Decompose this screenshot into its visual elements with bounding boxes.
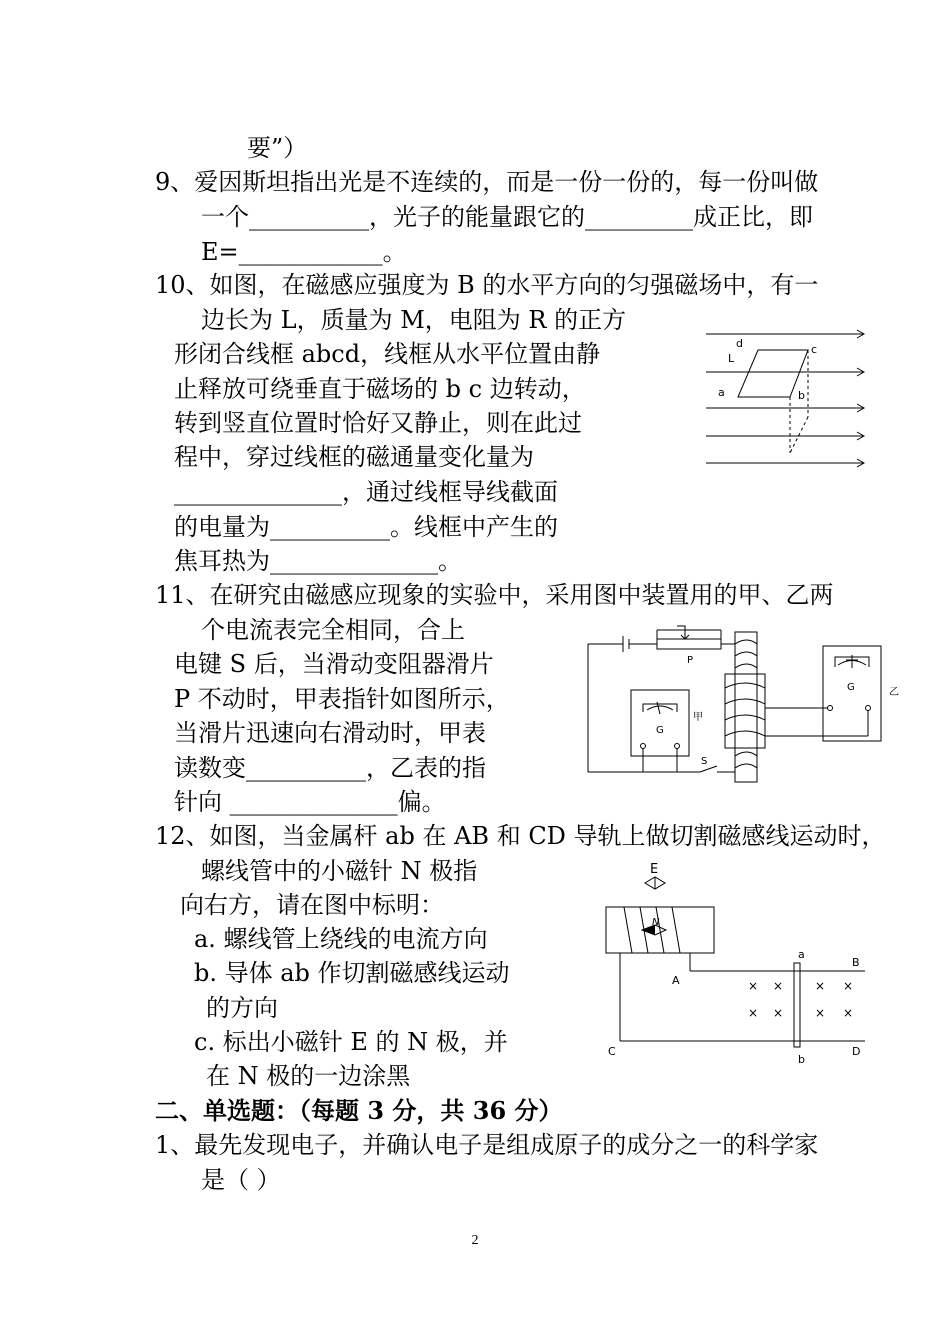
field-cross: × [843,1006,854,1020]
text-line: c. 标出小磁针 E 的 N 极，并 [194,1028,508,1056]
text-line: 读数变__________，乙表的指 [174,754,486,782]
text-line: 针向 ______________偏。 [174,788,446,816]
text-line: 当滑片迅速向右滑动时，甲表 [174,719,486,747]
label-B: B [852,956,860,969]
label-a: a [718,386,725,399]
label-d: d [736,337,743,350]
label-C: C [608,1045,616,1058]
text-line: ______________，通过线框导线截面 [174,478,558,506]
label-D: D [852,1045,861,1058]
label-A: A [672,974,680,987]
text-line: E=____________。 [201,238,407,266]
label-jia: 甲 [693,712,703,723]
question-12: 12、如图，当金属杆 ab 在 AB 和 CD 导轨上做切割磁感线运动时， [155,822,886,850]
field-cross: × [748,979,759,993]
text-line: 焦耳热为______________。 [174,547,462,575]
text-line: 的方向 [206,994,278,1022]
text-line: 要”） [247,134,308,162]
text-line: 是（ ） [201,1166,281,1194]
label-b: b [798,389,805,402]
rod-ab [794,963,800,1047]
label-E: E [650,862,659,877]
label-L: L [728,352,735,365]
field-cross: × [773,979,784,993]
text-line: 转到竖直位置时恰好又静止，则在此过 [174,409,582,437]
section-heading: 二、单选题：（每题 3 分，共 36 分） [155,1096,563,1125]
label-S: S [701,756,708,767]
figure-solenoid-rails [600,855,880,1065]
text-line: 程中，穿过线框的磁通量变化量为 [174,443,534,471]
field-cross: × [773,1006,784,1020]
field-cross: × [748,1006,759,1020]
question-11: 11、在研究由磁感应现象的实验中，采用图中装置用的甲、乙两 [155,581,834,609]
text-line: 边长为 L，质量为 M，电阻为 R 的正方 [201,306,627,334]
galvanometer-jia [631,690,689,756]
text-line: 螺线管中的小磁针 N 极指 [201,857,478,885]
label-yi: 乙 [889,687,899,698]
figure-induction-circuit [585,622,915,792]
text-line: 向右方，请在图中标明： [180,891,444,919]
label-c: c [811,343,818,356]
page-number: 2 [471,1233,479,1248]
question-1: 1、最先发现电子，并确认电子是组成原子的成分之一的科学家 [155,1131,819,1159]
label-P: P [687,655,694,666]
label-N: N [652,917,660,928]
figure-frame-in-field [700,325,870,475]
text-line: P 不动时，甲表指针如图所示， [174,685,510,713]
rheostat [657,639,721,649]
label-G-jia: G [656,725,664,736]
question-9: 9、爱因斯坦指出光是不连续的，而是一份一份的，每一份叫做 [155,168,819,196]
question-10: 10、如图，在磁感应强度为 B 的水平方向的匀强磁场中，有一 [155,271,819,299]
label-G-yi: G [847,682,855,693]
text-line: b. 导体 ab 作切割磁感线运动 [194,959,510,987]
label-a: a [798,948,805,961]
label-b: b [798,1053,805,1066]
text-line: 止释放可绕垂直于磁场的 b c 边转动， [174,375,586,403]
text-line: 一个__________，光子的能量跟它的_________成正比，即 [201,203,813,231]
text-line: 在 N 极的一边涂黑 [206,1062,411,1090]
field-cross: × [815,979,826,993]
field-cross: × [843,979,854,993]
field-cross: × [815,1006,826,1020]
text-line: 形闭合线框 abcd，线框从水平位置由静 [174,340,601,368]
text-line: a. 螺线管上绕线的电流方向 [194,925,488,953]
text-line: 电键 S 后，当滑动变阻器滑片 [174,650,494,678]
text-line: 的电量为__________。线框中产生的 [174,513,558,541]
text-line: 个电流表完全相同，合上 [201,616,465,644]
